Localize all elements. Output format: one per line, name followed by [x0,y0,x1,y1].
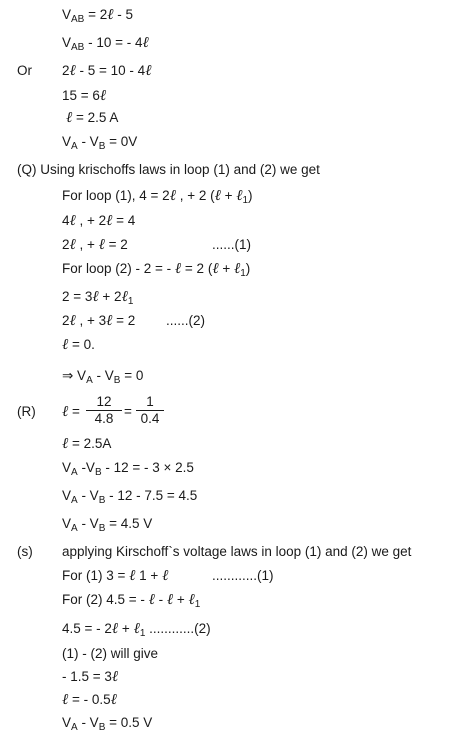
equation-text: V [62,460,72,475]
ell-symbol: ℓ [92,289,99,305]
equation-text: ⇒ V [62,368,87,383]
equation-line [62,403,80,421]
equation-text: = 0 [120,368,144,383]
equation-text: = 2 ( [181,261,213,276]
equation-line [62,668,118,686]
equation-line [62,714,152,732]
ell-symbol: ℓ [214,188,221,204]
equation-text: -V [77,460,95,475]
ell-symbol: ℓ [107,7,114,23]
equation-line [62,133,137,151]
equation-text: For (2) 4.5 = - [62,592,149,607]
equation-line [62,620,211,638]
equation-text: = - 0.5 [68,692,111,707]
ell-symbol: ℓ [162,568,169,584]
equation-text: , + 2 [75,213,107,228]
equation-text: + [218,261,234,276]
equation-line [62,487,197,505]
subscript: B [98,141,106,152]
equation-text: - 12 - 7.5 = 4.5 [105,488,198,503]
equation-text: ) [245,261,251,276]
equation-text: - 5 [113,7,134,22]
equation-line [62,515,152,533]
ell-symbol: ℓ [111,669,119,685]
equals-sign [124,403,132,421]
ell-symbol: ℓ [188,592,195,608]
ell-symbol: ℓ [62,692,69,708]
part-s-heading: applying Kirschoff`s voltage laws in loop (1) and (2) we get [62,544,412,559]
equation-text: + [118,621,134,636]
subscript: AB [71,14,85,25]
equation-text: 15 = 6 [62,88,100,103]
equation-text: = [68,404,80,419]
ell-symbol: ℓ [62,337,69,353]
subscript: A [71,495,78,506]
ell-symbol: ℓ [121,289,128,305]
equation-text: 2 [62,63,70,78]
ell-symbol: ℓ [212,261,219,277]
equation-line [62,591,200,609]
subscript: B [98,495,106,506]
subscript: B [113,375,121,386]
ell-symbol: ℓ [69,63,76,79]
equation-text: ............(2) [145,621,211,636]
equation-text: - V [92,368,114,383]
ell-symbol: ℓ [129,568,136,584]
ell-symbol: ℓ [98,237,105,253]
ell-symbol: ℓ [111,621,119,637]
equation-text: = 0. [68,337,95,352]
equation-text: = 0.5 V [105,715,153,730]
ell-symbol: ℓ [62,404,69,420]
subscript: A [86,375,93,386]
subscript: 1 [240,268,246,279]
equation-line [66,109,118,127]
ell-symbol: ℓ [174,261,182,277]
numerator: 12 [96,394,112,409]
fraction [86,394,122,427]
equation-text: = 0V [105,134,138,149]
equation-line [62,187,253,205]
equation-text: + [220,188,237,203]
equation-text: - 1.5 = 3 [62,669,112,684]
equation-line [62,336,95,354]
equation-line [62,567,168,585]
ell-symbol: ℓ [169,188,176,204]
ell-symbol: ℓ [69,237,76,253]
denominator: 4.8 [94,411,114,426]
equation-line [62,62,151,80]
denominator: 0.4 [140,411,160,426]
equation-text: V [62,516,72,531]
equation-line [62,435,111,453]
subscript: A [71,523,78,534]
equation-line [62,459,194,477]
ell-symbol: ℓ [233,261,241,277]
equation-text: 2 = 3 [62,289,93,304]
equation-text: = 2 [104,237,128,252]
numerator: 1 [146,394,154,409]
ell-symbol: ℓ [106,213,113,229]
equation-line [62,87,106,105]
equation-text: 4.5 = - 2 [62,621,112,636]
equation-text: = [124,404,132,419]
equation-text: + [173,592,189,607]
equation-line [62,236,128,254]
ell-symbol: ℓ [133,621,140,637]
ell-symbol: ℓ [66,110,73,126]
subscript: AB [71,42,85,53]
equation-text: 2 [62,313,70,328]
equation-text: + 2 [98,289,122,304]
equation-text: - V [77,516,99,531]
or-label: Or [17,63,32,78]
subscript: A [71,722,78,733]
equation-line [62,34,149,52]
equation-line: (1) - (2) will give [62,646,159,661]
subscript: 1 [139,628,146,639]
ell-symbol: ℓ [236,188,243,204]
equation-number: ......(1) [212,237,252,252]
equation-text: 1 + [135,568,163,583]
subscript: A [71,467,78,478]
equation-line [62,6,133,24]
subscript: B [94,467,102,478]
equation-text: = 2.5 A [72,110,119,125]
ell-symbol: ℓ [145,63,152,79]
equation-text: ) [248,188,253,203]
ell-symbol: ℓ [62,436,69,452]
equation-text: , + 3 [75,313,107,328]
subscript: B [98,523,106,534]
equation-text: V [62,715,72,730]
ell-symbol: ℓ [110,692,117,708]
part-r-label: (R) [17,404,36,419]
equation-text: V [62,35,72,50]
equation-text: V [62,7,72,22]
equation-text: = 4 [112,213,136,228]
equation-text: For (1) 3 = [62,568,130,583]
equation-number: ......(2) [166,313,206,328]
equation-number: ............(1) [212,568,274,583]
ell-symbol: ℓ [142,35,149,51]
equation-text: = 4.5 V [105,516,153,531]
equation-text: - 5 = 10 - 4 [75,63,146,78]
equation-line [62,288,133,306]
equation-text: V [62,488,72,503]
equation-line [62,260,250,278]
equation-text: 2 [62,237,70,252]
part-q-heading: (Q) Using krischoffs laws in loop (1) and (2) we get [17,162,320,177]
ell-symbol: ℓ [69,313,76,329]
subscript: 1 [242,195,249,206]
ell-symbol: ℓ [99,88,107,104]
ell-symbol: ℓ [166,592,174,608]
equation-text: For loop (1), 4 = 2 [62,188,170,203]
equation-line [62,691,117,709]
ell-symbol: ℓ [148,592,155,608]
part-s-label: (s) [17,544,33,559]
equation-text: 4 [62,213,70,228]
equation-line [62,367,143,385]
equation-text: - 10 = - 4 [84,35,143,50]
subscript: B [98,722,106,733]
ell-symbol: ℓ [106,313,113,329]
subscript: 1 [194,599,201,610]
equation-line [62,312,135,330]
equation-text: - V [77,715,99,730]
equation-text: = 2 [112,313,136,328]
equation-text: = 2 [84,7,108,22]
equation-text: - V [77,488,99,503]
subscript: A [71,141,78,152]
subscript: 1 [127,296,134,307]
equation-text: - 12 = - 3 × 2.5 [101,460,194,475]
equation-text: - V [77,134,99,149]
equation-text: - [154,592,167,607]
equation-line [62,212,135,230]
equation-text: , + 2 ( [175,188,215,203]
equation-text: = 2.5A [68,436,112,451]
fraction [136,394,164,427]
ell-symbol: ℓ [69,213,76,229]
equation-text: For loop (2) - 2 = - [62,261,175,276]
equation-text: , + [75,237,99,252]
equation-text: V [62,134,72,149]
